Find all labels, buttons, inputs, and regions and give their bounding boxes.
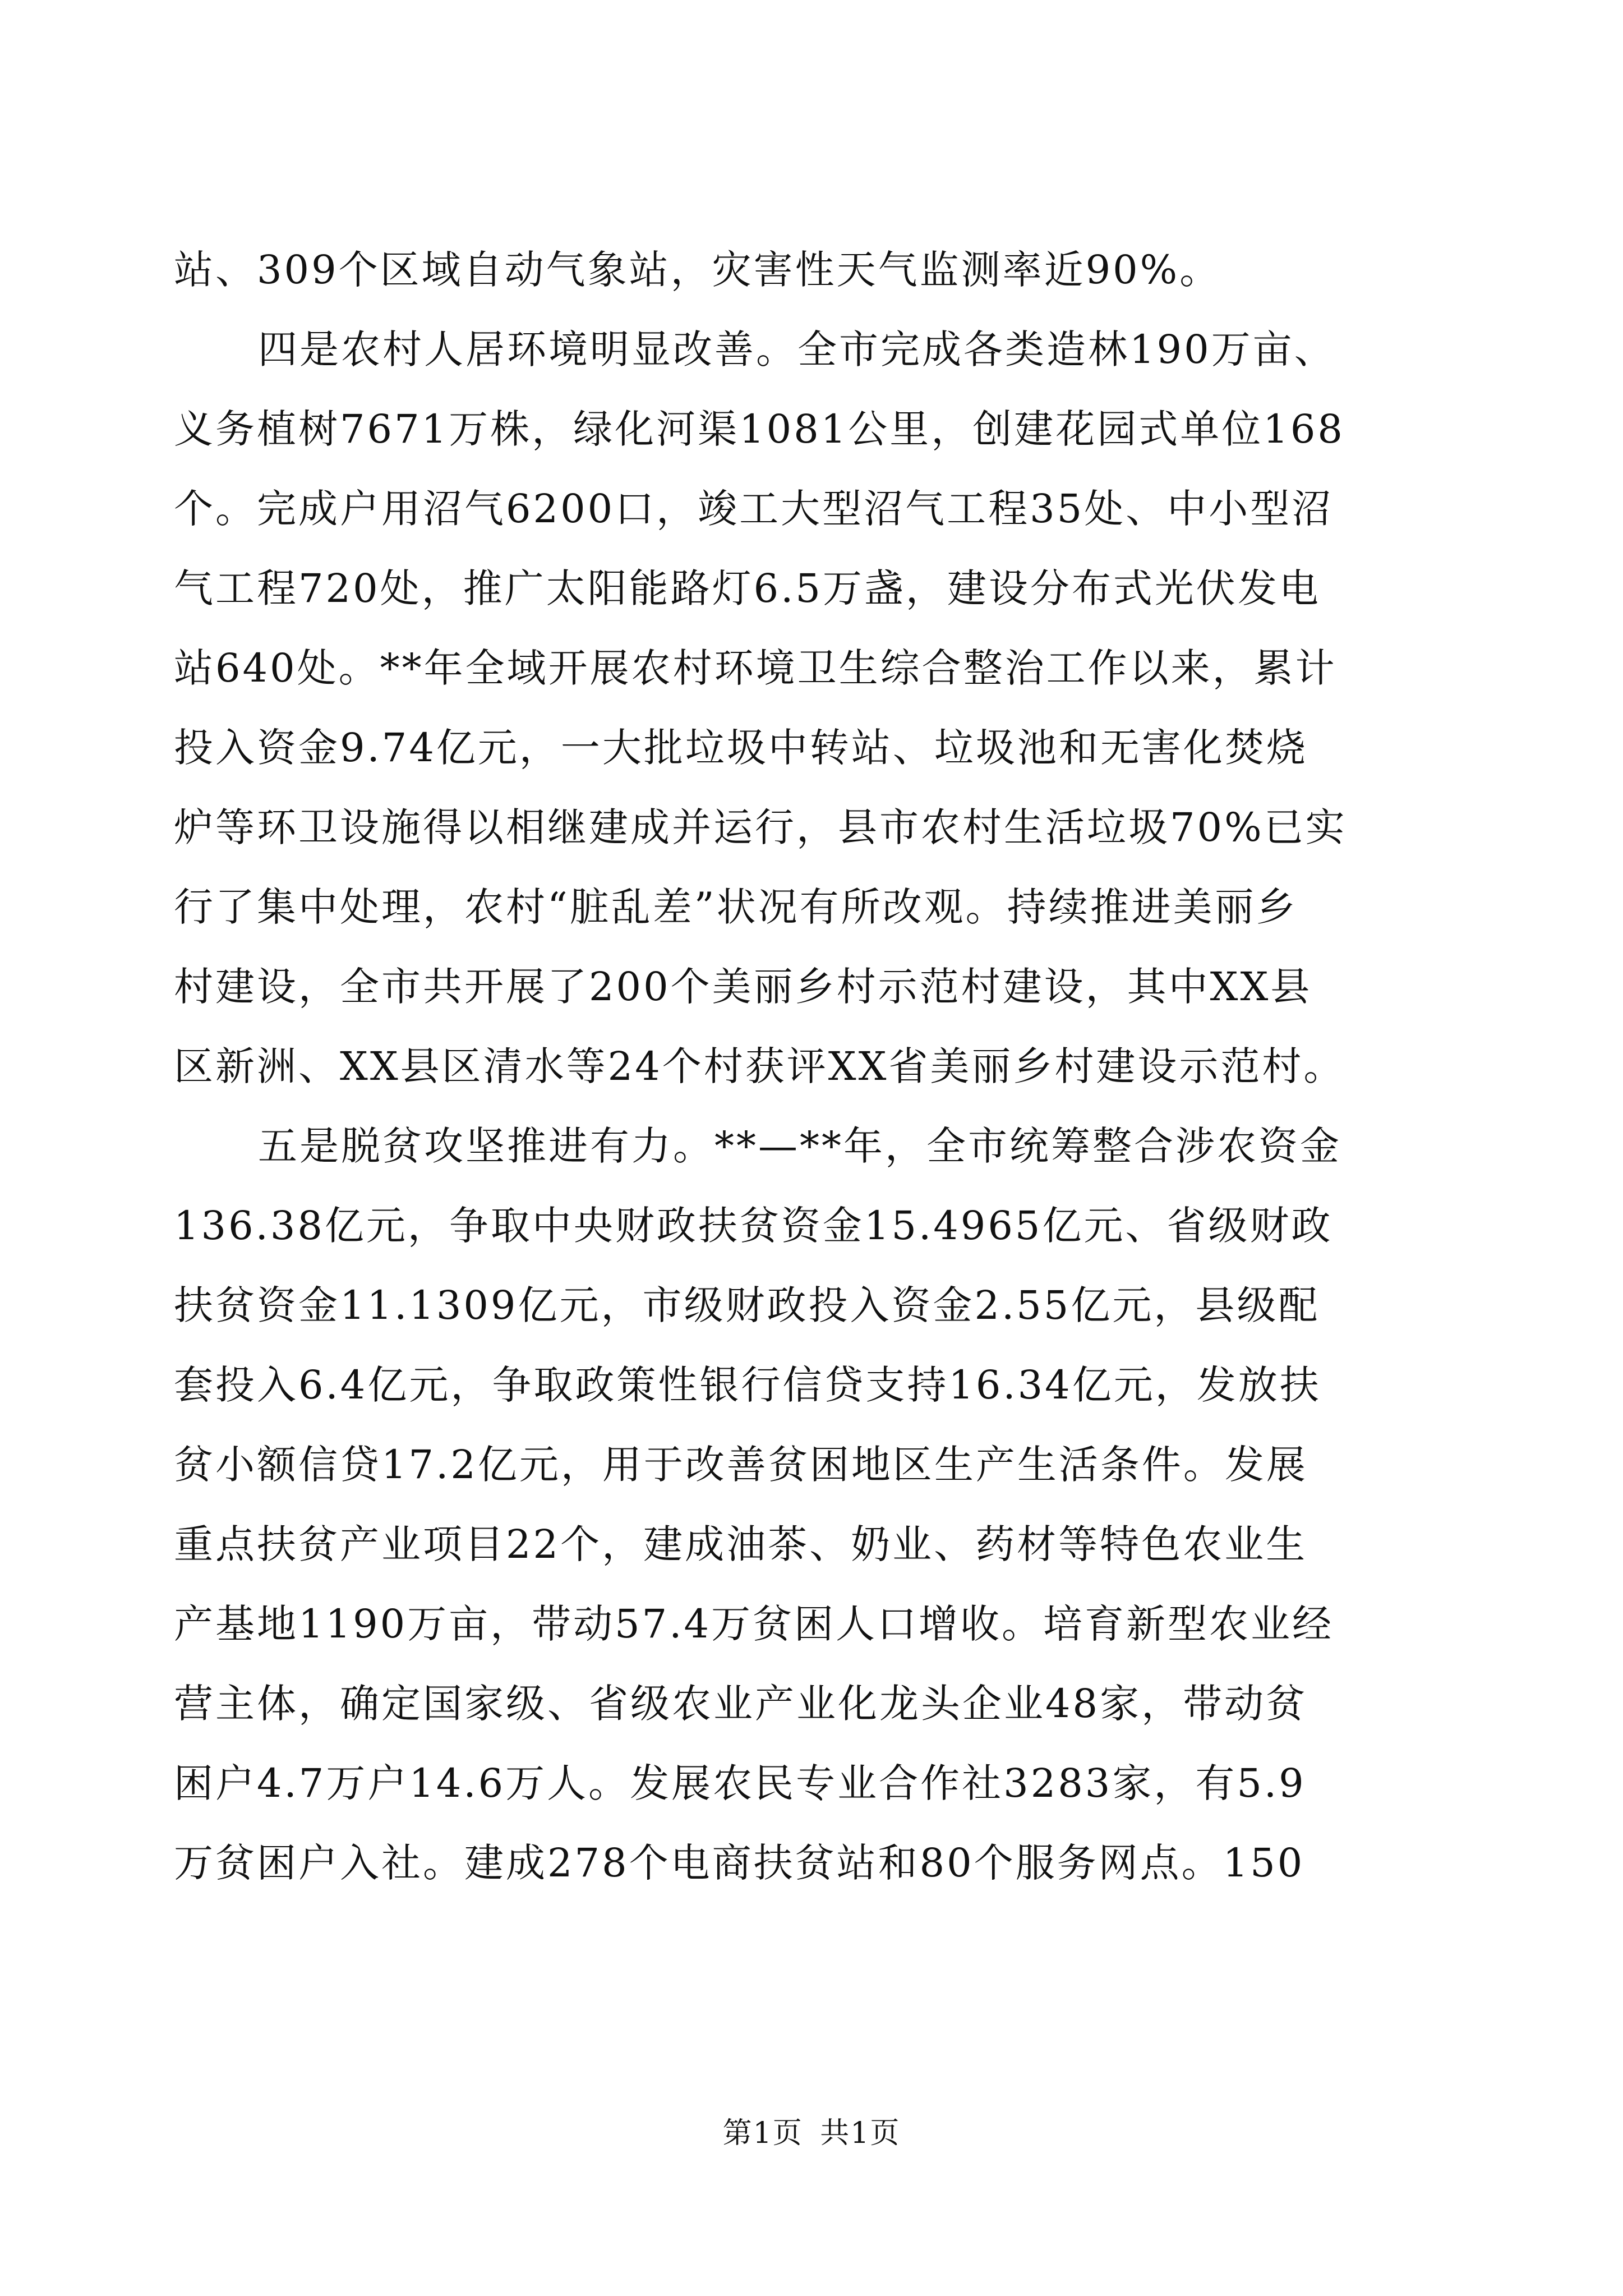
text-line: 贫小额信贷17.2亿元，用于改善贫困地区生产生活条件。发展 xyxy=(174,1442,1308,1488)
page-footer xyxy=(0,2109,1623,2151)
text-line: 四是农村人居环境明显改善。全市完成各类造林190万亩、 xyxy=(258,326,1336,372)
text-line: 区新洲、XX县区清水等24个村获评XX省美丽乡村建设示范村。 xyxy=(174,1043,1345,1089)
text-line: 五是脱贫攻坚推进有力。**—**年，全市统筹整合涉农资金 xyxy=(258,1123,1341,1169)
text-line: 136.38亿元，争取中央财政扶贫资金15.4965亿元、省级财政 xyxy=(174,1203,1333,1249)
text-line: 气工程720处，推广太阳能路灯6.5万盏，建设分布式光伏发电 xyxy=(174,565,1321,611)
current-page-label: 第1页 xyxy=(722,2116,803,2150)
text-line: 困户4.7万户14.6万人。发展农民专业合作社3283家，有5.9 xyxy=(174,1760,1306,1806)
text-line: 重点扶贫产业项目22个，建成油茶、奶业、药材等特色农业生 xyxy=(174,1521,1308,1567)
text-line: 个。完成户用沼气6200口，竣工大型沼气工程35处、中小型沼 xyxy=(174,486,1334,532)
text-line: 行了集中处理，农村“脏乱差”状况有所改观。持续推进美丽乡 xyxy=(174,884,1298,930)
total-pages-label: 共1页 xyxy=(820,2116,901,2150)
text-line: 村建设，全市共开展了200个美丽乡村示范村建设，其中XX县 xyxy=(174,964,1312,1010)
text-line: 营主体，确定国家级、省级农业产业化龙头企业48家，带动贫 xyxy=(174,1681,1308,1727)
text-line: 套投入6.4亿元，争取政策性银行信贷支持16.34亿元，发放扶 xyxy=(174,1362,1321,1408)
text-line: 炉等环卫设施得以相继建成并运行，县市农村生活垃圾70%已实 xyxy=(174,804,1347,850)
text-line: 站、309个区域自动气象站，灾害性天气监测率近90%。 xyxy=(174,247,1221,293)
text-line: 站640处。**年全域开展农村环境卫生综合整治工作以来，累计 xyxy=(174,645,1337,691)
text-line: 义务植树7671万株，绿化河渠1081公里，创建花园式单位168 xyxy=(174,406,1345,452)
document-body xyxy=(174,230,1430,1903)
text-line: 扶贫资金11.1309亿元，市级财政投入资金2.55亿元，县级配 xyxy=(174,1282,1320,1328)
text-line: 产基地1190万亩，带动57.4万贫困人口增收。培育新型农业经 xyxy=(174,1601,1334,1647)
text-line: 投入资金9.74亿元，一大批垃圾中转站、垃圾池和无害化焚烧 xyxy=(174,725,1308,771)
text-line: 万贫困户入社。建成278个电商扶贫站和80个服务网点。150 xyxy=(174,1840,1305,1886)
